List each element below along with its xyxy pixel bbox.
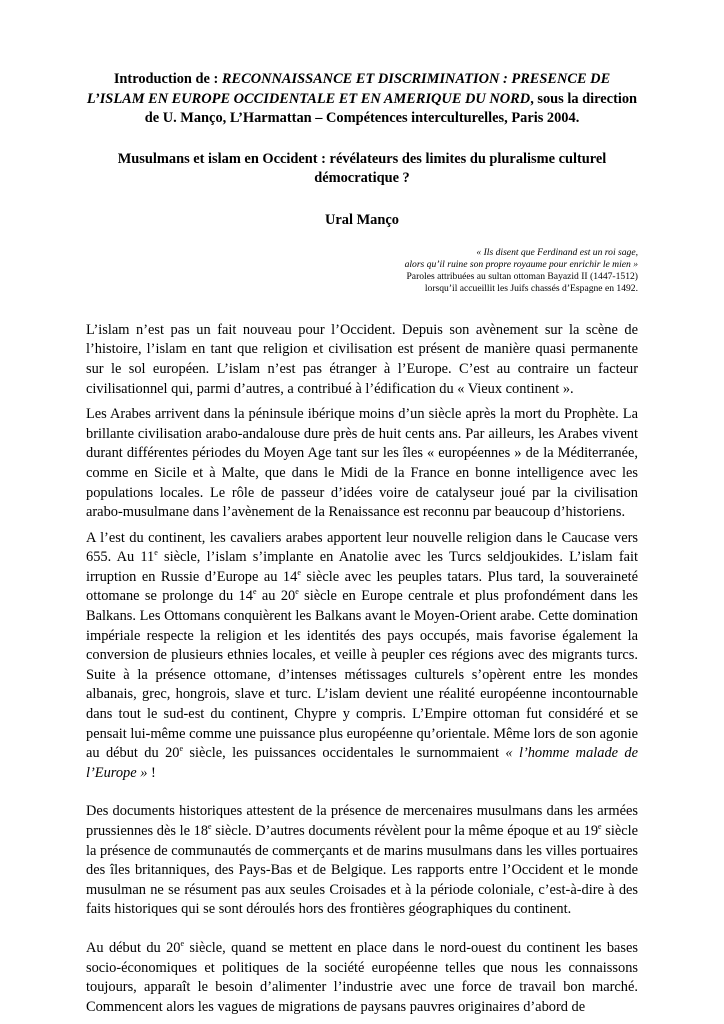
paragraph-3-text: siècle avec les peuples tatars. Plus tard, la souveraineté ottomane se prolonge du 14 bbox=[86, 568, 639, 605]
paragraph-3-text: siècle, l’islam s’implante en Anatolie avec les Turcs seldjoukides. L’islam fait irruption en Russie d’Europe au 14 bbox=[86, 549, 638, 585]
paragraph-4-text: Des documents historiques attestent de la présence de mercenaires musulmans dans les armées prussiennes dès le 18 bbox=[86, 803, 638, 839]
header-prefix: Introduction de : bbox=[113, 71, 222, 87]
superscript: e bbox=[295, 587, 299, 597]
paragraph-2: Les Arabes arrivent dans la péninsule ibérique moins d’un siècle après la mort du Prophète. La brillante civilisation arabo-andalouse dure près de huit cents ans. Par ailleurs, les Arabes vivent durant différentes périodes du Moyen Age tant sur les îles « européennes » de la Méditerranée, comme en Sicile et à Malte, que dans le Midi de la France en bonne intelligence avec les populations locales. Le rôle de passeur d’idées voire de catalyseur joué par la civilisation arabo-musulmane dans l’avènement de la Renaissance est reconnu par beaucoup d’historiens. bbox=[86, 406, 638, 521]
paragraph-3-text: siècle en Europe centrale et plus profondément dans les Balkans. Les Ottomans conquièrent les Balkans avant le Moyen-Orient arabe. Cette domination impériale respecte la religion et les identités des pays occupés, mais favorise également la conversion de plusieurs ethnies locales, et veille à peupler ces régions avec des migrants turcs. Suite à la présence ottomane, d’intenses métissages culturels s’opèrent entre les mondes albanais, grec, hongrois, slave et turc. L’islam devient une réalité européenne incontournable dans tout le sud-est du continent, Chypre y compris. L’Empire ottoman fut considéré et se pensait lui-même comme une puissance plus européenne qu’orientale. Même lors de son agonie au début du 20 bbox=[86, 588, 638, 762]
book-title: RECONNAISSANCE ET DISCRIMINATION : PRESENCE DE L’ISLAM EN EUROPE OCCIDENTALE ET EN AMERIQUE DU NORD bbox=[86, 71, 611, 107]
paragraph-5-text: siècle, quand se mettent en place dans le nord-ouest du continent les bases socio-économiques et politiques de la société européenne telles que nous les connaissons toujours, apparaît le besoin d’alimenter l’industrie avec une force de travail bon marché. Commencent alors les vagues de migrations de paysans pauvres originaires d’abord de bbox=[86, 939, 638, 1015]
paragraph-3-text: A l’est du continent, les cavaliers arabes apportent leur nouvelle religion dans le Caucase vers 655. Au 11 bbox=[86, 529, 638, 566]
author-name: Ural Manço bbox=[325, 211, 399, 228]
document-header bbox=[86, 70, 638, 129]
superscript: e bbox=[297, 568, 301, 578]
epigraph bbox=[86, 247, 638, 296]
epigraph-quote-line-2: alors qu’il ruine son propre royaume pour enrichir le mien » bbox=[404, 258, 638, 270]
paragraph-5-text: Au début du 20 bbox=[86, 939, 181, 956]
paragraph-3-text: ! bbox=[147, 764, 156, 781]
paragraph-3 bbox=[86, 529, 638, 784]
document-body bbox=[86, 321, 638, 1018]
header-suffix: , sous la direction de U. Manço, L’Harmattan – Compétences interculturelles, Paris 2004. bbox=[144, 90, 638, 127]
paragraph-4-text: siècle la présence de communautés de commerçants et de marins musulmans dans les villes portuaires des îles britanniques, des Pays-Bas et de Belgique. Les rapports entre l’Occident et le monde musulman ne se résument pas aux seules Croisades et à la période coloniale, c’est-à-dire à des faits historiques qui se sont déroulés hors des frontières géographiques du continent. bbox=[86, 823, 639, 918]
paragraph-3-text: au 20 bbox=[256, 588, 296, 605]
superscript: e bbox=[252, 587, 257, 597]
superscript: e bbox=[154, 548, 158, 558]
superscript: e bbox=[179, 744, 184, 754]
paragraph-5 bbox=[86, 939, 638, 1017]
paragraph-3-text: siècle, les puissances occidentales le surnommaient bbox=[183, 745, 506, 762]
superscript: e bbox=[598, 822, 602, 832]
epigraph-attribution-line-1: Paroles attribuées au sultan ottoman Bayazid II (1447-1512) bbox=[406, 271, 638, 283]
superscript: e bbox=[180, 939, 185, 949]
paragraph-4 bbox=[86, 802, 638, 920]
italic-quote: « l’homme malade de l’Europe » bbox=[86, 745, 638, 781]
paragraph-1: L’islam n’est pas un fait nouveau pour l’Occident. Depuis son avènement sur la scène de l’histoire, l’islam en tant que religion et civilisation est présent de manière quasi permanente sur le sol européen. L’islam n’est pas étranger à l’Europe. C’est au contraire un facteur civilisationnel qui, parmi d’autres, a contribué à l’édification du « Vieux continent ». bbox=[86, 321, 638, 397]
epigraph-attribution-line-2: lorsqu’il accueillit les Juifs chassés d’Espagne en 1492. bbox=[424, 283, 638, 295]
epigraph-quote-line-1: « Ils disent que Ferdinand est un roi sage, bbox=[476, 246, 638, 258]
paragraph-4-text: siècle. D’autres documents révèlent pour la même époque et au 19 bbox=[211, 823, 599, 839]
superscript: e bbox=[208, 822, 212, 832]
article-title: Musulmans et islam en Occident : révélateurs des limites du pluralisme culturel démocratique ? bbox=[117, 150, 607, 187]
